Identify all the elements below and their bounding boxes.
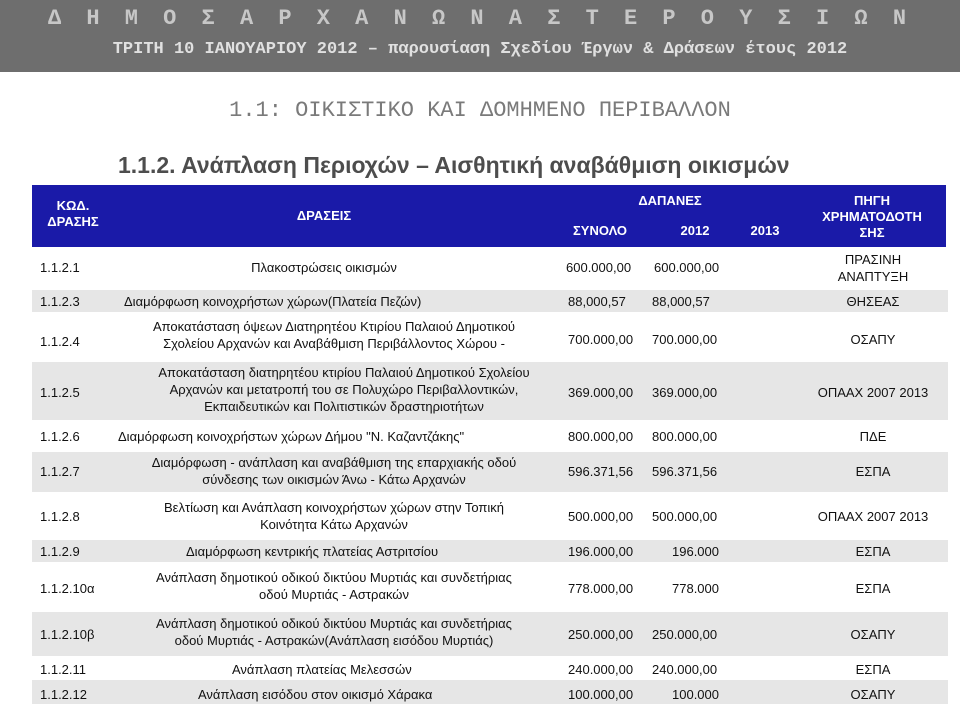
row-source: ΕΣΠΑ bbox=[855, 662, 891, 677]
row-description: Αποκατάσταση όψεων Διατηρητέου Κτιρίου Παλαιού Δημοτικού Σχολείου Αρχανών και Αναβάθμιση Περιβάλλοντος Χώρου - bbox=[152, 319, 516, 351]
title-banner bbox=[0, 0, 960, 72]
row-source: ΕΣΠΑ bbox=[855, 544, 891, 559]
row-description: Ανάπλαση εισόδου στον οικισμό Χάρακα bbox=[198, 687, 433, 702]
header-total: ΣΥΝΟΛΟ bbox=[572, 223, 628, 238]
row-code: 1.1.2.10β bbox=[40, 627, 95, 642]
row-2012: 700.000,00 bbox=[652, 332, 718, 347]
row-total: 88,000,57 bbox=[568, 294, 626, 309]
row-total: 250.000,00 bbox=[568, 627, 634, 642]
row-code: 1.1.2.11 bbox=[40, 662, 87, 677]
row-total: 240.000,00 bbox=[568, 662, 634, 677]
row-total: 700.000,00 bbox=[568, 332, 634, 347]
row-code: 1.1.2.6 bbox=[40, 429, 80, 444]
header-source: ΠΗΓΗ ΧΡΗΜΑΤΟΔΟΤΗ ΣΗΣ bbox=[822, 193, 922, 240]
header-2013: 2013 bbox=[750, 223, 780, 238]
row-code: 1.1.2.3 bbox=[40, 294, 80, 309]
row-description: Διαμόρφωση κοινοχρήστων χώρων(Πλατεία Πεζών) bbox=[124, 294, 422, 309]
header-actions: ΔΡΑΣΕΙΣ bbox=[296, 208, 352, 223]
row-source: ΟΣΑΠΥ bbox=[850, 687, 896, 702]
row-description: Διαμόρφωση κοινοχρήστων χώρων Δήμου "Ν. Καζαντζάκης" bbox=[118, 429, 465, 444]
row-total: 196.000,00 bbox=[568, 544, 634, 559]
row-description: Διαμόρφωση - ανάπλαση και αναβάθμιση της επαρχιακής οδού σύνδεσης των οικισμών Άνω - Κάτω Αρχανών bbox=[151, 455, 517, 487]
row-2012: 240.000,00 bbox=[652, 662, 718, 677]
row-2012: 500.000,00 bbox=[652, 509, 718, 524]
row-description: Ανάπλαση δημοτικού οδικού δικτύου Μυρτιάς και συνδετήριας οδού Μυρτιάς - Αστρακών(Ανάπλαση εισόδου Μυρτιάς) bbox=[156, 616, 512, 648]
municipality-title: Δ Η Μ Ο Σ Α Ρ Χ Α Ν Ω Ν Α Σ Τ Ε Ρ Ο Υ Σ Ι Ω Ν bbox=[47, 6, 913, 31]
row-2012: 596.371,56 bbox=[652, 464, 718, 479]
row-2012: 800.000,00 bbox=[652, 429, 718, 444]
section-title: 1.1: ΟΙΚΙΣΤΙΚΟ ΚΑΙ ΔΟΜΗΜΕΝΟ ΠΕΡΙΒΑΛΛΟΝ bbox=[229, 98, 731, 123]
header-costs: ΔΑΠΑΝΕΣ bbox=[638, 193, 702, 208]
row-total: 500.000,00 bbox=[568, 509, 634, 524]
row-code: 1.1.2.7 bbox=[40, 464, 80, 479]
row-2012: 369.000,00 bbox=[652, 385, 718, 400]
row-2012: 778.000 bbox=[672, 581, 719, 596]
row-source: ΕΣΠΑ bbox=[855, 464, 891, 479]
row-code: 1.1.2.8 bbox=[40, 509, 80, 524]
row-description: Ανάπλαση δημοτικού οδικού δικτύου Μυρτιάς και συνδετήριας οδού Μυρτιάς - Αστρακών bbox=[156, 570, 512, 602]
row-source: ΟΣΑΠΥ bbox=[850, 627, 896, 642]
row-code: 1.1.2.10α bbox=[40, 581, 95, 596]
presentation-subtitle: ΤΡΙΤΗ 10 ΙΑΝΟΥΑΡΙΟΥ 2012 – παρουσίαση Σχεδίου Έργων & Δράσεων έτους 2012 bbox=[112, 40, 848, 59]
row-description: Βελτίωση και Ανάπλαση κοινοχρήστων χώρων στην Τοπική Κοινότητα Κάτω Αρχανών bbox=[164, 500, 504, 532]
row-description: Διαμόρφωση κεντρικής πλατείας Αστριτσίου bbox=[186, 544, 439, 559]
header-code: ΚΩΔ. ΔΡΑΣΗΣ bbox=[47, 198, 99, 229]
subsection-title: 1.1.2. Ανάπλαση Περιοχών – Αισθητική αναβάθμιση οικισμών bbox=[118, 152, 790, 178]
row-source: ΟΠΑΑΧ 2007 2013 bbox=[817, 385, 929, 400]
row-total: 369.000,00 bbox=[568, 385, 634, 400]
row-description: Ανάπλαση πλατείας Μελεσσών bbox=[232, 662, 412, 677]
row-code: 1.1.2.5 bbox=[40, 385, 80, 400]
row-total: 596.371,56 bbox=[568, 464, 634, 479]
row-2012: 250.000,00 bbox=[652, 627, 718, 642]
row-source: ΘΗΣΕΑΣ bbox=[846, 294, 900, 309]
row-total: 800.000,00 bbox=[568, 429, 634, 444]
row-source: ΠΡΑΣΙΝΗ ΑΝΑΠΤΥΞΗ bbox=[837, 252, 909, 284]
row-source: ΟΣΑΠΥ bbox=[850, 332, 896, 347]
header-2012: 2012 bbox=[680, 223, 710, 238]
row-code: 1.1.2.1 bbox=[40, 260, 80, 275]
row-total: 100.000,00 bbox=[568, 687, 634, 702]
row-total: 778.000,00 bbox=[568, 581, 634, 596]
row-2012: 600.000,00 bbox=[654, 260, 720, 275]
row-description: Αποκατάσταση διατηρητέου κτιρίου Παλαιού Δημοτικού Σχολείου Αρχανών και μετατροπή του σε Πολυχώρο Περιβαλλοντικών, Εκπαιδευτικών και Πολιτιστικών δραστηριοτήτων bbox=[158, 365, 530, 414]
row-2012: 88,000,57 bbox=[652, 294, 710, 309]
row-code: 1.1.2.12 bbox=[40, 687, 87, 702]
row-code: 1.1.2.9 bbox=[40, 544, 80, 559]
row-total: 600.000,00 bbox=[566, 260, 632, 275]
row-source: ΠΔΕ bbox=[859, 429, 887, 444]
row-code: 1.1.2.4 bbox=[40, 334, 80, 349]
row-description: Πλακοστρώσεις οικισμών bbox=[251, 260, 397, 275]
row-2012: 196.000 bbox=[672, 544, 719, 559]
row-source: ΟΠΑΑΧ 2007 2013 bbox=[817, 509, 929, 524]
row-source: ΕΣΠΑ bbox=[855, 581, 891, 596]
row-2012: 100.000 bbox=[672, 687, 719, 702]
